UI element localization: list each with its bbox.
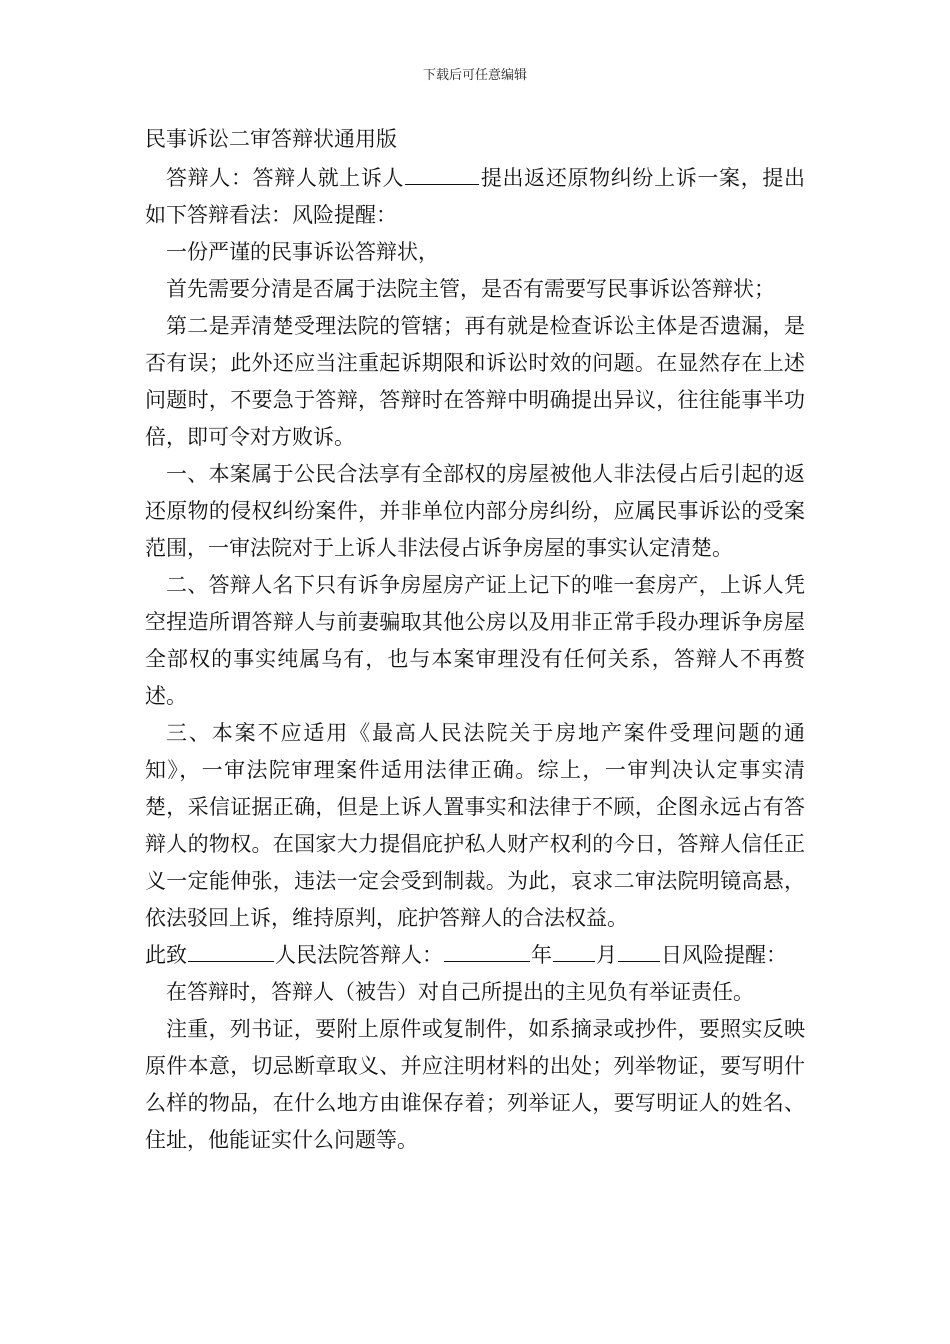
day-blank — [618, 943, 660, 962]
intro-text-b: 提出返还原物纠纷上诉一案，提出如下答辩看法：风险提醒： — [145, 166, 806, 227]
paragraph-evidence-1: 在答辩时，答辩人（被告）对自己所提出的主见负有举证责任。 — [166, 980, 754, 1004]
closing-to: 此致 — [145, 943, 187, 967]
closing-day: 日风险提醒： — [661, 943, 787, 967]
closing-year: 年 — [531, 943, 552, 967]
intro-text-a: 答辩人：答辩人就上诉人 — [166, 166, 405, 190]
closing-court: 人民法院答辩人： — [275, 943, 443, 967]
paragraph-risk-1: 一份严谨的民事诉讼答辩状， — [166, 240, 439, 264]
document-body — [145, 124, 805, 1159]
paragraph-evidence-2: 注重，列书证，要附上原件或复制件，如系摘录或抄件，要照实反映原件本意，切忌断章取义、并应注明材料的出处；列举物证，要写明什么样的物品，在什么地方由谁保存着；列举证人，要写明证人的姓名、住址，他能证实什么问题等。 — [145, 1017, 805, 1152]
paragraph-closing — [145, 937, 805, 974]
paragraph-point-3: 三、本案不应适用《最高人民法院关于房地产案件受理问题的通知》，一审法院审理案件适用法律正确。综上，一审判决认定事实清楚，采信证据正确，但是上诉人置事实和法律于不顾，企图永远占有答辩人的物权。在国家大力提倡庇护私人财产权利的今日，答辩人信任正义一定能伸张，违法一定会受到制裁。为此，哀求二审法院明镜高悬，依法驳回上诉，维持原判，庇护答辩人的合法权益。 — [145, 721, 805, 930]
paragraph-risk-2: 首先需要分清是否属于法院主管，是否有需要写民事诉讼答辩状； — [166, 277, 775, 301]
month-blank — [553, 943, 595, 962]
document-title: 民事诉讼二审答辩状通用版 — [145, 127, 397, 151]
page-header-note: 下载后可任意编辑 — [422, 68, 527, 83]
year-blank — [444, 943, 530, 962]
appellant-blank — [405, 166, 479, 185]
paragraph-risk-3: 第二是弄清楚受理法院的管辖；再有就是检查诉讼主体是否遗漏，是否有误；此外还应当注重起诉期限和诉讼时效的问题。在显然存在上述问题时，不要急于答辩，答辩时在答辩中明确提出异议，往往能事半功倍，即可令对方败诉。 — [145, 314, 805, 449]
paragraph-intro — [145, 160, 805, 234]
paragraph-point-1: 一、本案属于公民合法享有全部权的房屋被他人非法侵占后引起的返还原物的侵权纠纷案件，并非单位内部分房纠纷，应属民事诉讼的受案范围，一审法院对于上诉人非法侵占诉争房屋的事实认定清楚。 — [145, 462, 805, 560]
closing-month: 月 — [596, 943, 617, 967]
court-blank — [188, 943, 274, 962]
paragraph-point-2: 二、答辩人名下只有诉争房屋房产证上记下的唯一套房产，上诉人凭空捏造所谓答辩人与前妻骗取其他公房以及用非正常手段办理诉争房屋全部权的事实纯属乌有，也与本案审理没有任何关系，答辩人不再赘述。 — [145, 573, 805, 708]
